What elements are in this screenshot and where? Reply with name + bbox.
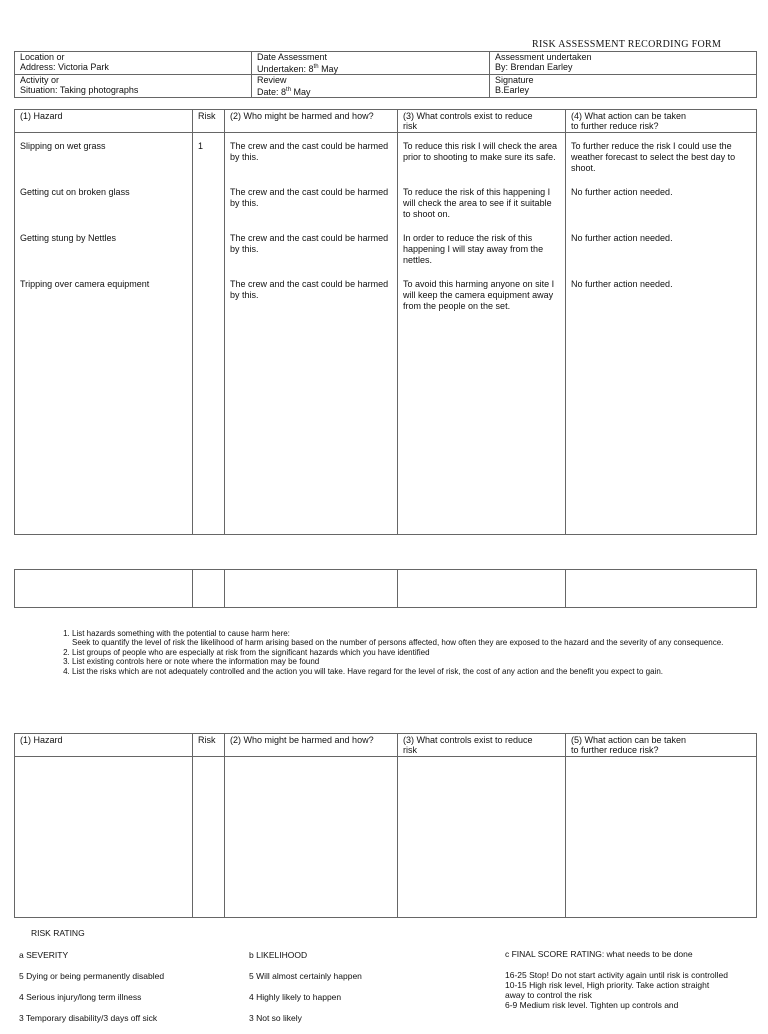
note-item: 2. List groups of people who are especially at risk from the significant hazards which you have identified <box>72 648 735 657</box>
final-score-item: 16-25 Stop! Do not start activity again until risk is controlled <box>505 969 728 980</box>
risk-table-2 <box>14 733 757 918</box>
likelihood-title: b LIKELIHOOD <box>249 950 308 960</box>
final-score-column <box>505 950 730 1011</box>
assessment-info-table <box>14 51 757 98</box>
header-who: (2) Who might be harmed and how? <box>225 734 398 757</box>
hazard-cell: Getting cut on broken glass <box>20 187 130 197</box>
likelihood-item: 3 Not so likely <box>249 1013 302 1023</box>
severity-item: 4 Serious injury/long term illness <box>19 992 142 1002</box>
note-item: 1. List hazards something with the potential to cause harm here: <box>72 629 290 638</box>
controls-cell: To reduce the risk of this happening I will check the area to see if it suitable to shoot on. <box>403 187 552 219</box>
controls-cell: To reduce this risk I will check the area prior to shooting to make sure its safe. <box>403 141 558 162</box>
likelihood-item: 5 Will almost certainly happen <box>249 971 362 981</box>
assessment-undertaken-label: Assessment undertaken <box>495 52 592 62</box>
final-score-title: c FINAL SCORE RATING: what needs to be done <box>505 949 693 959</box>
who-cell: The crew and the cast could be harmed by this. <box>230 141 389 162</box>
header-risk: Risk <box>193 110 225 133</box>
action-cell: No further action needed. <box>571 279 673 289</box>
header-action: (4) What action can be taken to further reduce risk? <box>566 110 757 133</box>
who-cell: The crew and the cast could be harmed by this. <box>230 279 389 300</box>
header-hazard: (1) Hazard <box>15 734 193 757</box>
risk-cell: 1 <box>198 141 204 151</box>
header-controls: (3) What controls exist to reduce risk <box>398 734 566 757</box>
controls-cell: In order to reduce the risk of this happening I will stay away from the nettles. <box>403 233 544 265</box>
note-item: Seek to quantify the level of risk the likelihood of harm arising based on the number of persons affected, how often they are exposed to the hazard and the severity of any consequence. <box>72 638 724 648</box>
activity-label: Activity or <box>20 75 60 85</box>
instructions-list <box>55 629 735 676</box>
header-action: (5) What action can be taken to further reduce risk? <box>566 734 757 757</box>
severity-item: 3 Temporary disability/3 days off sick <box>19 1013 158 1023</box>
date-assessment-label: Date Assessment <box>257 52 328 62</box>
likelihood-item: 4 Highly likely to happen <box>249 992 342 1002</box>
severity-column <box>19 950 239 1034</box>
undertaken-date: Undertaken: 8th May <box>257 64 339 74</box>
final-score-item: 6-9 Medium risk level. Tighten up controls and <box>505 1000 679 1011</box>
severity-title: a SEVERITY <box>19 950 69 960</box>
likelihood-column <box>249 950 469 1034</box>
note-item: 3. List existing controls here or note where the information may be found <box>72 657 735 666</box>
risk-rating-title: RISK RATING <box>31 928 85 938</box>
address-value: Address: Victoria Park <box>20 62 109 72</box>
action-cell: No further action needed. <box>571 233 673 243</box>
hazard-cell: Tripping over camera equipment <box>20 279 150 289</box>
header-who: (2) Who might be harmed and how? <box>225 110 398 133</box>
form-title: RISK ASSESSMENT RECORDING FORM <box>532 39 722 50</box>
signature-value: B.Earley <box>495 85 530 95</box>
header-risk: Risk <box>193 734 225 757</box>
signature-label: Signature <box>495 75 534 85</box>
controls-cell: To avoid this harming anyone on site I will keep the camera equipment away from the people on the set. <box>403 279 555 311</box>
hazard-cell: Slipping on wet grass <box>20 141 106 151</box>
situation-value: Situation: Taking photographs <box>20 85 139 95</box>
action-cell: To further reduce the risk I could use the weather forecast to select the best day to shoot. <box>571 141 736 173</box>
review-label: Review <box>257 75 287 85</box>
header-hazard: (1) Hazard <box>15 110 193 133</box>
assessor-name: By: Brendan Earley <box>495 62 573 72</box>
final-score-item: 10-15 High risk level, High priority. Take action straight away to control the risk <box>505 980 710 1000</box>
location-label: Location or <box>20 52 65 62</box>
action-cell: No further action needed. <box>571 187 673 197</box>
review-date: Date: 8th May <box>257 87 311 97</box>
severity-item: 5 Dying or being permanently disabled <box>19 971 165 981</box>
who-cell: The crew and the cast could be harmed by this. <box>230 233 389 254</box>
who-cell: The crew and the cast could be harmed by this. <box>230 187 389 208</box>
blank-risk-row <box>14 569 757 608</box>
header-controls: (3) What controls exist to reduce risk <box>398 110 566 133</box>
note-item: 4. List the risks which are not adequately controlled and the action you will take. Have regard for the level of risk, the cost of any action and the benefit you expect to gain. <box>72 667 735 676</box>
hazard-cell: Getting stung by Nettles <box>20 233 117 243</box>
risk-table <box>14 109 757 535</box>
